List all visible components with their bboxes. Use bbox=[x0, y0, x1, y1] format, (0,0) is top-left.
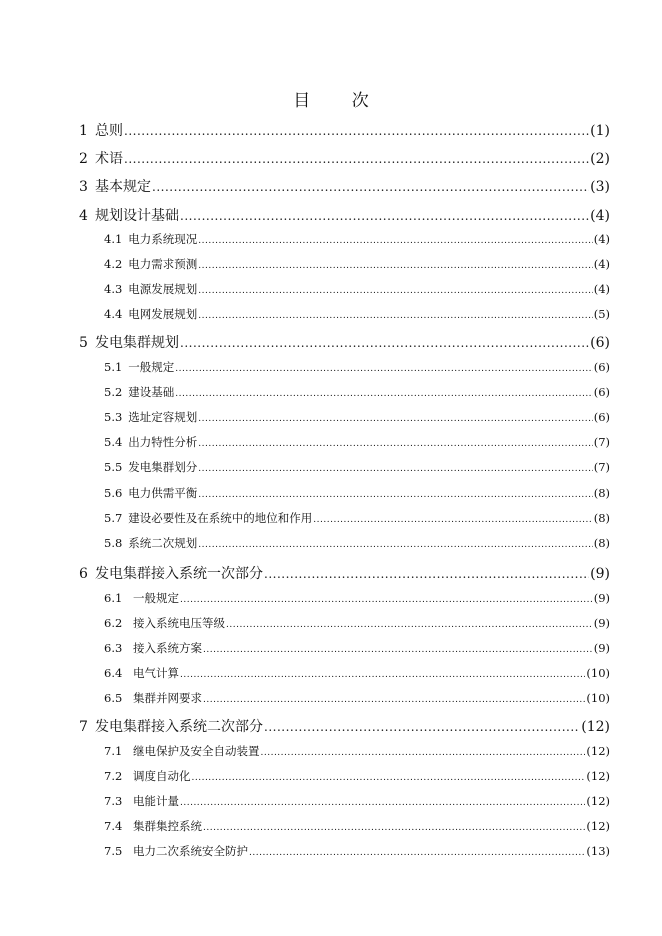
toc-entry-title bbox=[104, 743, 260, 759]
toc-entry[interactable] bbox=[104, 306, 610, 322]
toc-entry[interactable] bbox=[79, 716, 610, 736]
toc-entry[interactable] bbox=[104, 256, 610, 272]
toc-entry-number: 7.3 bbox=[104, 794, 123, 808]
toc-entry-number: 3 bbox=[79, 179, 88, 195]
toc-page-number: (8) bbox=[593, 536, 610, 550]
dot-leader bbox=[198, 540, 592, 550]
toc-entry-text: 电能计量 bbox=[133, 794, 179, 808]
dot-leader bbox=[264, 567, 589, 581]
toc-entry-number: 5.4 bbox=[104, 435, 123, 449]
toc-entry-title bbox=[104, 434, 197, 450]
dot-leader bbox=[198, 414, 592, 424]
toc-entry-title bbox=[104, 384, 174, 400]
dot-leader bbox=[313, 515, 592, 525]
toc-entry-number: 5.3 bbox=[104, 410, 123, 424]
dot-leader bbox=[198, 464, 592, 474]
toc-page-number: (6) bbox=[593, 410, 610, 424]
toc-entry-number: 6.4 bbox=[104, 666, 123, 680]
toc-entry[interactable] bbox=[104, 793, 610, 809]
dot-leader bbox=[198, 439, 592, 449]
toc-entry-text: 出力特性分析 bbox=[128, 435, 198, 449]
toc-entry[interactable] bbox=[104, 818, 610, 834]
toc-entry-title bbox=[79, 563, 263, 583]
dot-leader bbox=[180, 336, 589, 350]
toc-entry-number: 6.1 bbox=[104, 591, 123, 605]
toc-entry-title bbox=[104, 306, 197, 322]
toc-entry-text: 系统二次规划 bbox=[128, 536, 198, 550]
toc-page-number: (6) bbox=[593, 385, 610, 399]
toc-entry-number: 4.2 bbox=[104, 257, 123, 271]
toc-entry-text: 电源发展规划 bbox=[128, 282, 198, 296]
toc-entry[interactable] bbox=[104, 485, 610, 501]
toc-entry-number: 7.4 bbox=[104, 819, 123, 833]
toc-entry-text: 一般规定 bbox=[128, 360, 175, 374]
toc-entry-number: 7.1 bbox=[104, 744, 123, 758]
toc-page-number: (5) bbox=[593, 307, 610, 321]
dot-leader bbox=[152, 180, 589, 194]
toc-entry[interactable] bbox=[79, 563, 610, 583]
toc-entry-number: 5.8 bbox=[104, 536, 123, 550]
toc-entry-number: 5.1 bbox=[104, 360, 123, 374]
toc-page-number: (8) bbox=[593, 486, 610, 500]
toc-page-number: (9) bbox=[593, 591, 610, 605]
toc-entry-title bbox=[104, 793, 179, 809]
toc-page-number: (8) bbox=[593, 511, 610, 525]
toc-entry-text: 规划设计基础 bbox=[95, 208, 179, 224]
toc-entry[interactable] bbox=[104, 743, 610, 759]
toc-page-number: (12) bbox=[586, 819, 610, 833]
toc-entry-number: 5.5 bbox=[104, 460, 123, 474]
toc-entry-title bbox=[104, 510, 312, 526]
toc-entry-title bbox=[104, 818, 202, 834]
toc-entry-title bbox=[104, 768, 191, 784]
toc-entry-number: 6.2 bbox=[104, 616, 123, 630]
toc-entry-title bbox=[104, 231, 197, 247]
toc-entry-text: 基本规定 bbox=[95, 179, 151, 195]
dot-leader bbox=[180, 798, 585, 808]
toc-entry-text: 发电集群规划 bbox=[95, 335, 179, 351]
toc-entry-number: 7.5 bbox=[104, 844, 123, 858]
toc-entry[interactable] bbox=[104, 459, 610, 475]
dot-leader bbox=[264, 720, 580, 734]
dot-leader bbox=[198, 490, 592, 500]
toc-page-number: (10) bbox=[586, 666, 610, 680]
toc-entry-number: 6.5 bbox=[104, 691, 123, 705]
dot-leader bbox=[180, 670, 585, 680]
toc-page-number: (9) bbox=[593, 641, 610, 655]
dot-leader bbox=[180, 595, 593, 605]
toc-entry-text: 电力系统现况 bbox=[128, 232, 198, 246]
toc-entry[interactable] bbox=[79, 120, 610, 140]
toc-entry[interactable] bbox=[79, 205, 610, 225]
toc-entry[interactable] bbox=[104, 231, 610, 247]
toc-entry-number: 4.3 bbox=[104, 282, 123, 296]
dot-leader bbox=[203, 823, 585, 833]
dot-leader bbox=[249, 848, 585, 858]
toc-entry-text: 发电集群划分 bbox=[128, 460, 198, 474]
dot-leader bbox=[226, 620, 593, 630]
toc-entry-text: 电网发展规划 bbox=[128, 307, 198, 321]
toc-entry-title bbox=[104, 590, 179, 606]
toc-entry[interactable] bbox=[104, 359, 610, 375]
toc-entry-text: 电力二次系统安全防护 bbox=[133, 844, 248, 858]
toc-page-number: (4) bbox=[593, 282, 610, 296]
toc-entry-number: 4.1 bbox=[104, 232, 123, 246]
toc-entry-number: 6 bbox=[79, 566, 88, 582]
toc-entry-title bbox=[104, 359, 174, 375]
toc-entry-text: 发电集群接入系统二次部分 bbox=[95, 719, 263, 735]
toc-page-number: (12) bbox=[581, 719, 610, 735]
toc-page-number: (1) bbox=[590, 123, 610, 139]
toc-entry-number: 7.2 bbox=[104, 769, 123, 783]
toc-entry[interactable] bbox=[104, 281, 610, 297]
toc-page-number: (7) bbox=[593, 460, 610, 474]
toc-entry-text: 集群并网要求 bbox=[133, 691, 202, 705]
toc-entry[interactable] bbox=[104, 590, 610, 606]
toc-entry[interactable] bbox=[104, 384, 610, 400]
toc-page-number: (12) bbox=[586, 794, 610, 808]
toc-entry-title bbox=[79, 205, 179, 225]
toc-page-number: (6) bbox=[593, 360, 610, 374]
toc-entry-number: 5.7 bbox=[104, 511, 123, 525]
toc-page-number: (12) bbox=[586, 769, 610, 783]
toc-entry[interactable] bbox=[104, 510, 610, 526]
toc-page-number: (6) bbox=[590, 335, 610, 351]
toc-entry-number: 4 bbox=[79, 208, 88, 224]
toc-entry[interactable] bbox=[79, 176, 610, 196]
toc-page-number: (4) bbox=[590, 208, 610, 224]
dot-leader bbox=[198, 311, 592, 321]
toc-entry[interactable] bbox=[104, 434, 610, 450]
toc-entry-text: 接入系统方案 bbox=[133, 641, 202, 655]
dot-leader bbox=[198, 261, 592, 271]
dot-leader bbox=[198, 286, 592, 296]
toc-entry-title bbox=[104, 485, 197, 501]
toc-entry[interactable] bbox=[104, 615, 610, 631]
toc-entry[interactable] bbox=[79, 148, 610, 168]
toc-entry-title bbox=[104, 409, 197, 425]
toc-page-number: (10) bbox=[586, 691, 610, 705]
toc-entry-text: 建设基础 bbox=[128, 385, 175, 399]
toc-page-number: (4) bbox=[593, 232, 610, 246]
toc-entry[interactable] bbox=[104, 843, 610, 859]
toc-entry-text: 继电保护及安全自动装置 bbox=[133, 744, 260, 758]
toc-entry-title bbox=[104, 843, 248, 859]
toc-entry-text: 总则 bbox=[95, 123, 123, 139]
toc-entry[interactable] bbox=[104, 665, 610, 681]
toc-entry-title bbox=[104, 615, 225, 631]
dot-leader bbox=[203, 645, 593, 655]
toc-entry-number: 6.3 bbox=[104, 641, 123, 655]
toc-entry-number: 2 bbox=[79, 151, 88, 167]
dot-leader bbox=[175, 389, 592, 399]
toc-entry-title bbox=[79, 716, 263, 736]
toc-entry-number: 5 bbox=[79, 335, 88, 351]
toc-page-number: (2) bbox=[590, 151, 610, 167]
toc-page-number: (3) bbox=[590, 179, 610, 195]
toc-entry-text: 发电集群接入系统一次部分 bbox=[95, 566, 263, 582]
toc-entry-text: 电力供需平衡 bbox=[128, 486, 198, 500]
dot-leader bbox=[180, 209, 589, 223]
toc-entry[interactable] bbox=[79, 332, 610, 352]
toc-entry-number: 1 bbox=[79, 123, 88, 139]
toc-entry-title bbox=[104, 640, 202, 656]
toc-entry[interactable] bbox=[104, 640, 610, 656]
toc-entry-title bbox=[79, 332, 179, 352]
toc-entry-text: 电气计算 bbox=[133, 666, 179, 680]
toc-entry-text: 建设必要性及在系统中的地位和作用 bbox=[128, 511, 313, 525]
toc-entry-number: 7 bbox=[79, 719, 88, 735]
toc-entry[interactable] bbox=[104, 535, 610, 551]
toc-entry-text: 选址定容规划 bbox=[128, 410, 198, 424]
toc-entry-title bbox=[104, 690, 202, 706]
toc-page-number: (9) bbox=[593, 616, 610, 630]
toc-page-number: (7) bbox=[593, 435, 610, 449]
toc-entry-number: 5.2 bbox=[104, 385, 123, 399]
toc-entry[interactable] bbox=[104, 690, 610, 706]
page-title: 目 次 bbox=[293, 91, 387, 111]
toc-entry-number: 4.4 bbox=[104, 307, 123, 321]
dot-leader bbox=[124, 124, 589, 138]
toc-entry-title bbox=[79, 148, 123, 168]
toc-entry-text: 接入系统电压等级 bbox=[133, 616, 225, 630]
toc-page-number: (13) bbox=[586, 844, 610, 858]
dot-leader bbox=[203, 695, 585, 705]
toc-entry-text: 调度自动化 bbox=[133, 769, 191, 783]
toc-entry-text: 电力需求预测 bbox=[128, 257, 198, 271]
toc-entry-title bbox=[79, 120, 123, 140]
dot-leader bbox=[198, 236, 592, 246]
toc-page-number: (4) bbox=[593, 257, 610, 271]
toc-page-number: (12) bbox=[586, 744, 610, 758]
dot-leader bbox=[124, 152, 589, 166]
toc-entry-text: 集群集控系统 bbox=[133, 819, 202, 833]
toc-entry-title bbox=[104, 281, 197, 297]
toc-page-number: (9) bbox=[590, 566, 610, 582]
toc-entry-number: 5.6 bbox=[104, 486, 123, 500]
toc-entry-title bbox=[104, 256, 197, 272]
toc-entry-title bbox=[104, 665, 179, 681]
toc-entry-title bbox=[79, 176, 151, 196]
toc-entry-text: 一般规定 bbox=[133, 591, 179, 605]
toc-entry-title bbox=[104, 535, 197, 551]
dot-leader bbox=[192, 773, 586, 783]
toc-entry-title bbox=[104, 459, 197, 475]
toc-entry-text: 术语 bbox=[95, 151, 123, 167]
dot-leader bbox=[175, 364, 592, 374]
dot-leader bbox=[261, 748, 586, 758]
toc-entry[interactable] bbox=[104, 409, 610, 425]
toc-entry[interactable] bbox=[104, 768, 610, 784]
